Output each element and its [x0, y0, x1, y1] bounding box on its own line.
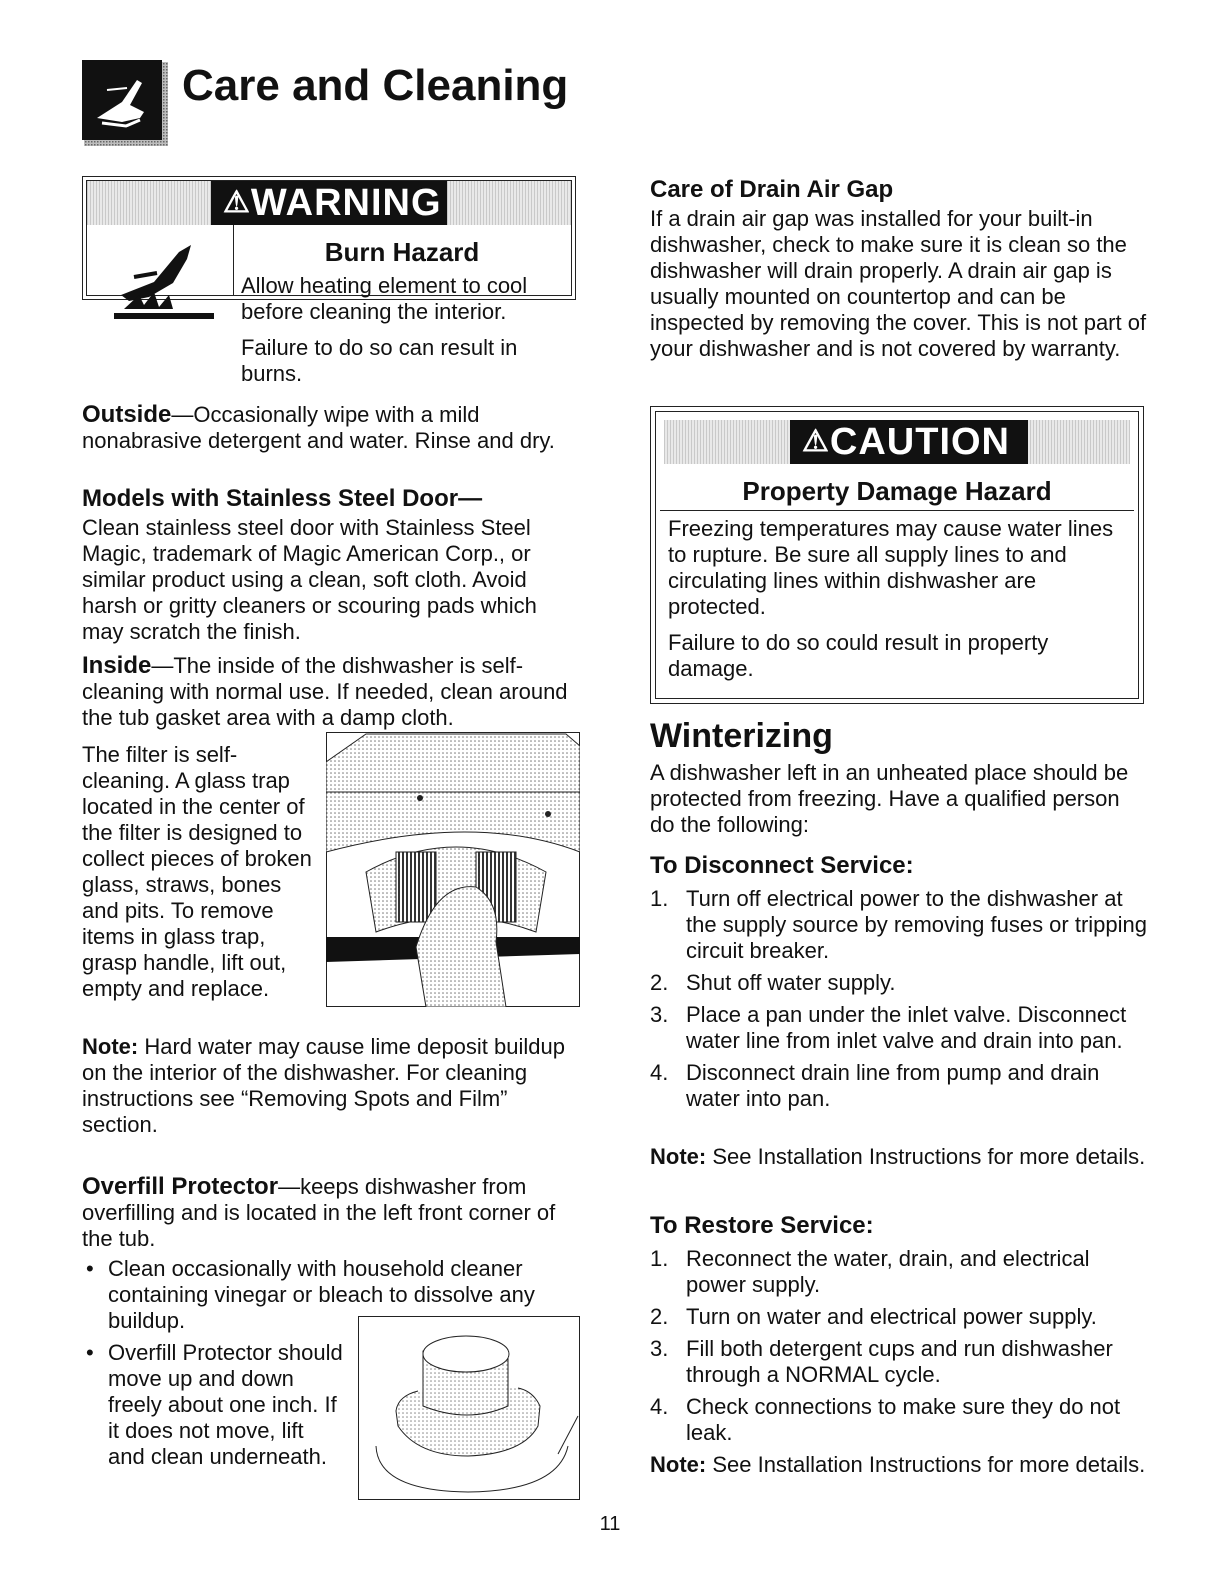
note-text: Hard water may cause lime deposit buildup on the interior of the dishwasher. For cleaning instructions see “Removing Spots and Film” section.: [82, 1034, 565, 1137]
restore-note: [650, 1452, 1150, 1478]
caution-box: [650, 406, 1144, 704]
restore-steps: [650, 1246, 1150, 1452]
note-paragraph: [82, 1034, 574, 1138]
list-item: • Clean occasionally with household cleaner containing vinegar or bleach to dissolve any buildup.: [82, 1256, 578, 1334]
list-item: 3. Fill both detergent cups and run dishwasher through a NORMAL cycle.: [650, 1336, 1113, 1387]
caution-text-1: Freezing temperatures may cause water lines to rupture. Be sure all supply lines to and circulating lines within dishwasher are protected.: [668, 516, 1114, 619]
list-item: 1. Reconnect the water, drain, and electrical power supply.: [650, 1246, 1090, 1297]
inside-text: —The inside of the dishwasher is self-cleaning with normal use. If needed, clean around the tub gasket area with a damp cloth.: [82, 653, 568, 730]
list-item: 1. Turn off electrical power to the dishwasher at the supply source by removing fuses or tripping circuit breaker.: [650, 886, 1148, 963]
air-gap-heading: Care of Drain Air Gap: [650, 176, 894, 203]
caution-banner: [664, 420, 1130, 464]
list-item: 2. Shut off water supply.: [650, 970, 896, 995]
note-label: Note:: [82, 1034, 139, 1059]
warning-label: ⚠WARNING: [211, 181, 447, 225]
caution-text-2: Failure to do so could result in property damage.: [668, 630, 1049, 681]
warning-text-2: Failure to do so can result in burns.: [241, 335, 518, 386]
outside-paragraph: [82, 402, 562, 454]
disconnect-heading: To Disconnect Service:: [650, 852, 914, 879]
caution-alert-icon: ⚠: [802, 425, 830, 458]
warning-hazard-title: Burn Hazard: [324, 237, 480, 267]
disconnect-steps: [650, 886, 1150, 1118]
warning-banner: [87, 181, 571, 225]
inside-lead: Inside: [82, 652, 152, 679]
overfill-paragraph: [82, 1174, 582, 1252]
note-text: See Installation Instructions for more details.: [706, 1144, 1146, 1169]
warning-box: [82, 176, 576, 386]
section-icon: [82, 60, 170, 148]
inside-paragraph: [82, 653, 574, 731]
page-number: 11: [599, 1513, 621, 1535]
caution-label: ⚠CAUTION: [790, 420, 1028, 464]
overfill-protector-illustration: [358, 1316, 580, 1500]
overfill-text: —keeps dishwasher from overfilling and is located in the left front corner of the tub.: [82, 1174, 556, 1251]
list-item: 2. Turn on water and electrical power supply.: [650, 1304, 1097, 1329]
caution-hazard-title: Property Damage Hazard: [742, 476, 1052, 506]
page-title: Care and Cleaning: [182, 61, 569, 110]
disconnect-note: [650, 1144, 1150, 1170]
list-item: • Overfill Protector should move up and down freely about one inch. If it does not move, lift and clean underneath.: [82, 1340, 346, 1470]
list-item: 4. Disconnect drain line from pump and drain water into pan.: [650, 1060, 1100, 1111]
burn-hazard-icon: [109, 237, 217, 321]
restore-heading: To Restore Service:: [650, 1212, 874, 1239]
filter-text: The filter is self-cleaning. A glass trap located in the center of the filter is designed to collect pieces of broken glass, straws, bones and pits. To remove items in glass trap, grasp handle, lift out, empty and replace.: [82, 742, 312, 1001]
outside-text: —Occasionally wipe with a mild nonabrasive detergent and water. Rinse and dry.: [82, 402, 555, 453]
air-gap-text: If a drain air gap was installed for your built-in dishwasher, check to make sure it is clean so the dishwasher will drain properly. A drain air gap is usually mounted on countertop and can be inspected by removing the cover. This is not part of your dishwasher and is not covered by warranty.: [650, 206, 1147, 361]
winterizing-text: A dishwasher left in an unheated place should be protected from freezing. Have a qualified person do the following:: [650, 760, 1129, 837]
warning-text-1: Allow heating element to cool before cleaning the interior.: [241, 273, 528, 324]
winterizing-heading: Winterizing: [650, 717, 833, 755]
overfill-lead: Overfill Protector: [82, 1173, 279, 1200]
list-item: 4. Check connections to make sure they do not leak.: [650, 1394, 1121, 1445]
list-item: 3. Place a pan under the inlet valve. Disconnect water line from inlet valve and drain into pan.: [650, 1002, 1127, 1053]
stainless-heading: Models with Stainless Steel Door—: [82, 485, 483, 512]
note-label: Note:: [650, 1452, 707, 1477]
warning-alert-icon: ⚠: [223, 186, 251, 219]
filter-illustration: [326, 732, 580, 1007]
stainless-text: Clean stainless steel door with Stainless Steel Magic, trademark of Magic American Corp., or similar product using a clean, soft cloth. Avoid harsh or gritty cleaners or scouring pads which may scratch the finish.: [82, 515, 537, 644]
note-label: Note:: [650, 1144, 707, 1169]
note-text: See Installation Instructions for more details.: [706, 1452, 1146, 1477]
outside-lead: Outside: [82, 401, 172, 428]
